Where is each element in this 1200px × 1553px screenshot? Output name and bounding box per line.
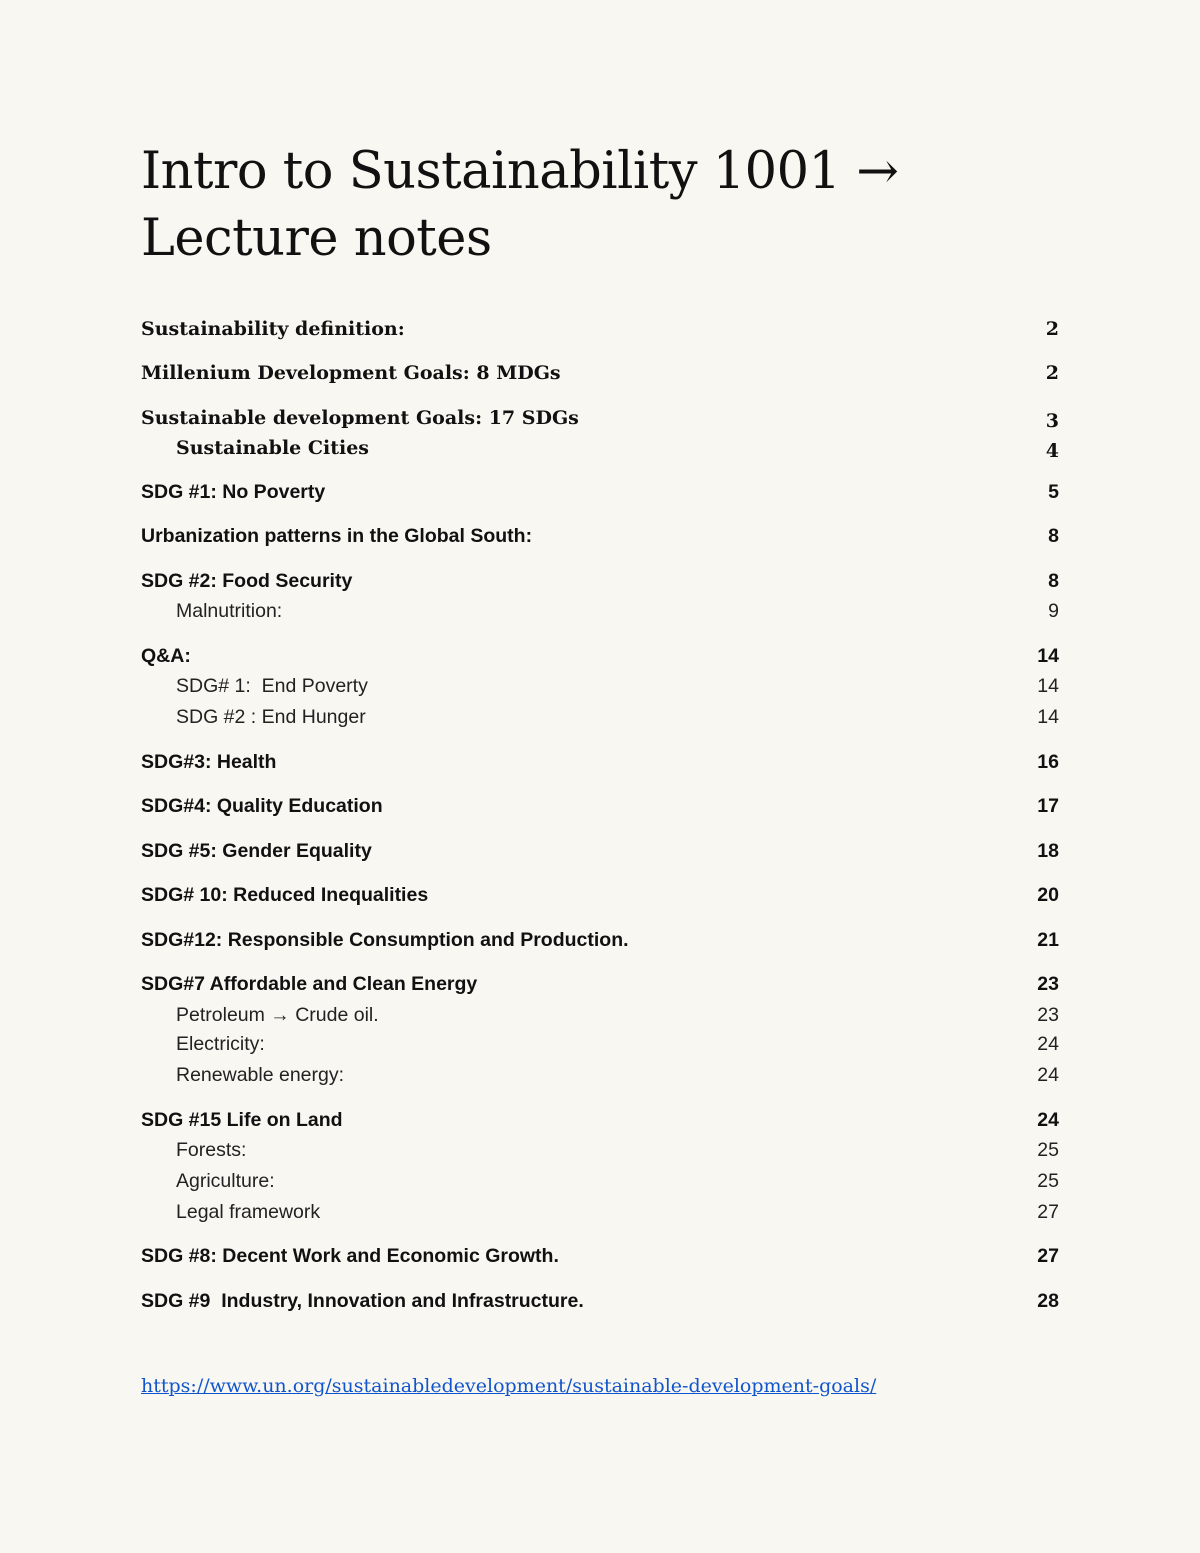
toc-entry-page: 24 <box>1037 1108 1059 1131</box>
toc-entry-label: SDG #2: Food Security <box>141 569 353 592</box>
toc-entry-label: Sustainable development Goals: 17 SDGs <box>141 407 579 429</box>
toc-entry-page: 8 <box>1048 569 1059 592</box>
toc-entry-page: 21 <box>1037 928 1059 951</box>
toc-entry-page: 23 <box>1037 972 1059 995</box>
toc-entry-sdg-1[interactable] <box>141 477 1059 507</box>
toc-subentry-petroleum[interactable] <box>176 1000 1059 1030</box>
toc-entry-page: 14 <box>1037 674 1059 697</box>
toc-entry-sdg-15[interactable] <box>141 1105 1059 1135</box>
toc-entry-sdg-2[interactable] <box>141 566 1059 596</box>
toc-entry-label: SDG#4: Quality Education <box>141 794 383 817</box>
un-sdg-link[interactable]: https://www.un.org/sustainabledevelopment/sustainable-development-goals/ <box>141 1375 877 1397</box>
toc-entry-sdg-7[interactable] <box>141 969 1059 999</box>
toc-subentry-end-hunger[interactable] <box>176 702 1059 732</box>
toc-subentry-sustainable-cities[interactable] <box>176 433 1059 463</box>
toc-entry-label: Malnutrition: <box>176 599 283 622</box>
toc-entry-label: SDG#12: Responsible Consumption and Production. <box>141 928 629 951</box>
toc-subentry-end-poverty[interactable] <box>176 671 1059 701</box>
toc-entry-page: 3 <box>1045 410 1059 432</box>
toc-entry-sdg-4[interactable] <box>141 791 1059 821</box>
toc-entry-sdg-8[interactable] <box>141 1241 1059 1271</box>
toc-entry-page: 25 <box>1037 1138 1059 1161</box>
toc-subentry-legal-framework[interactable] <box>176 1197 1059 1227</box>
toc-entry-urbanization-patterns[interactable] <box>141 521 1059 551</box>
toc-entry-label: Forests: <box>176 1138 247 1161</box>
toc-entry-sustainable-development-goals[interactable] <box>141 403 1059 433</box>
toc-entry-page: 28 <box>1037 1289 1059 1312</box>
toc-entry-label: Millenium Development Goals: 8 MDGs <box>141 362 561 384</box>
toc-entry-sdg-5[interactable] <box>141 836 1059 866</box>
toc-entry-label: Sustainable Cities <box>176 437 369 459</box>
toc-entry-label: SDG #9 Industry, Innovation and Infrastructure. <box>141 1289 584 1312</box>
toc-entry-page: 27 <box>1037 1200 1059 1223</box>
toc-entry-page: 8 <box>1048 524 1059 547</box>
toc-entry-label: SDG #15 Life on Land <box>141 1108 343 1131</box>
toc-entry-millenium-development-goals[interactable] <box>141 358 1059 388</box>
toc-entry-sdg-10[interactable] <box>141 880 1059 910</box>
toc-entry-sdg-3[interactable] <box>141 747 1059 777</box>
toc-entry-sdg-12[interactable] <box>141 925 1059 955</box>
toc-entry-label: SDG #8: Decent Work and Economic Growth. <box>141 1244 559 1267</box>
toc-entry-page: 20 <box>1037 883 1059 906</box>
toc-entry-label: SDG #1: No Poverty <box>141 480 326 503</box>
toc-entry-label: SDG# 10: Reduced Inequalities <box>141 883 429 906</box>
toc-entry-page: 14 <box>1037 644 1059 667</box>
page-title: Intro to Sustainability 1001 → Lecture notes <box>141 142 899 268</box>
toc-entry-label: Sustainability definition: <box>141 318 405 340</box>
toc-entry-page: 9 <box>1048 599 1059 622</box>
toc-entry-label: Agriculture: <box>176 1169 275 1192</box>
table-of-contents <box>141 0 1059 1553</box>
toc-entry-label: Q&A: <box>141 644 191 667</box>
toc-entry-page: 27 <box>1037 1244 1059 1267</box>
toc-entry-label: Electricity: <box>176 1032 265 1055</box>
toc-subentry-malnutrition[interactable] <box>176 596 1059 626</box>
toc-entry-page: 14 <box>1037 705 1059 728</box>
toc-entry-page: 16 <box>1037 750 1059 773</box>
toc-entry-label: Renewable energy: <box>176 1063 345 1086</box>
toc-subentry-renewable-energy[interactable] <box>176 1060 1059 1090</box>
toc-entry-page: 2 <box>1045 362 1059 384</box>
toc-entry-sdg-9[interactable] <box>141 1286 1059 1316</box>
toc-entry-label: SDG#3: Health <box>141 750 277 773</box>
toc-entry-label: SDG#7 Affordable and Clean Energy <box>141 972 478 995</box>
toc-entry-label: Petroleum → Crude oil. <box>176 1003 379 1026</box>
toc-entry-page: 18 <box>1037 839 1059 862</box>
toc-entry-page: 24 <box>1037 1032 1059 1055</box>
toc-entry-page: 24 <box>1037 1063 1059 1086</box>
toc-subentry-agriculture[interactable] <box>176 1166 1059 1196</box>
toc-entry-page: 4 <box>1045 440 1059 462</box>
toc-subentry-forests[interactable] <box>176 1135 1059 1165</box>
toc-entry-page: 2 <box>1045 318 1059 340</box>
toc-entry-label: SDG #2 : End Hunger <box>176 705 366 728</box>
toc-entry-sustainability-definition[interactable] <box>141 314 1059 344</box>
toc-entry-page: 25 <box>1037 1169 1059 1192</box>
toc-entry-label: SDG #5: Gender Equality <box>141 839 372 862</box>
toc-entry-label: Legal framework <box>176 1200 321 1223</box>
toc-entry-label: Urbanization patterns in the Global South: <box>141 524 533 547</box>
toc-entry-page: 5 <box>1048 480 1059 503</box>
toc-entry-label: SDG# 1: End Poverty <box>176 674 368 697</box>
toc-subentry-electricity[interactable] <box>176 1029 1059 1059</box>
toc-entry-qa[interactable] <box>141 641 1059 671</box>
toc-entry-page: 17 <box>1037 794 1059 817</box>
toc-entry-page: 23 <box>1037 1003 1059 1026</box>
